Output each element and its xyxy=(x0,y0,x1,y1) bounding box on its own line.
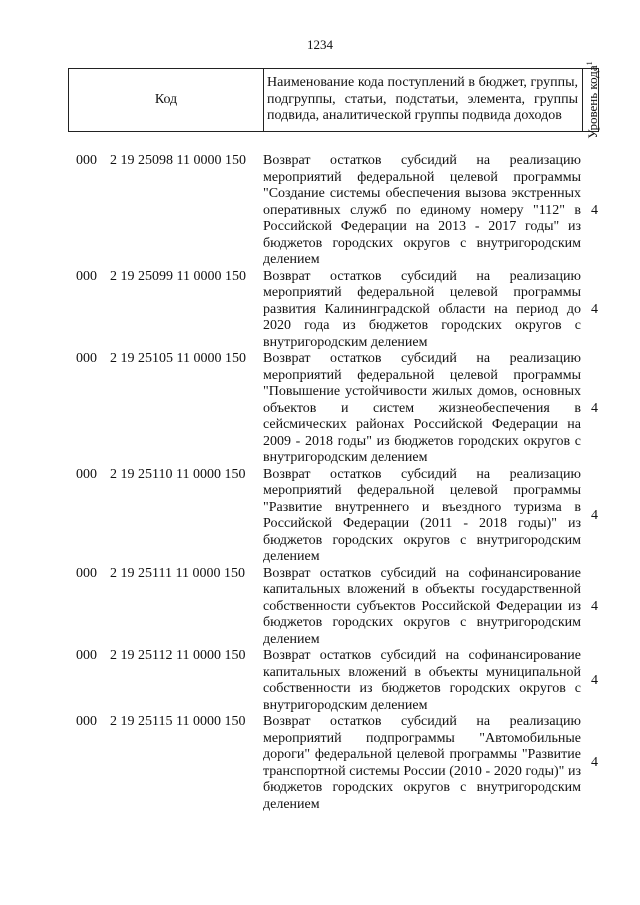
header-name-label xyxy=(264,69,583,131)
row-code-level: 4 xyxy=(591,755,598,771)
row-prefix-code: 000 xyxy=(76,153,97,168)
header-level-footnote: 1 xyxy=(584,61,594,66)
table-row xyxy=(68,153,608,269)
row-description: Возврат остатков субсидий на реализацию мероприятий федеральной целевой программы развития Калининградской области на период до 2020 года из бюджетов городских округов с внутригородским делением xyxy=(263,268,581,350)
row-prefix-code: 000 xyxy=(76,466,97,482)
row-description: Возврат остатков субсидий на софинансирование капитальных вложений в объекты муниципальной собственности из бюджетов городских округов с внутригородским делением xyxy=(263,648,581,713)
row-prefix-code: 000 xyxy=(76,351,97,366)
row-revenue-code: 2 19 25111 11 0000 150 xyxy=(110,565,245,581)
table-row xyxy=(68,714,608,813)
header-level-label xyxy=(582,61,598,138)
row-revenue-code: 2 19 25098 11 0000 150 xyxy=(110,153,246,168)
row-description: Возврат остатков субсидий на софинансирование капитальных вложений в объекты государственной собственности субъектов Российской Федерации из бюджетов городских округов с внутригородским делением xyxy=(263,565,581,647)
row-code-level: 4 xyxy=(591,598,598,614)
row-description: Возврат остатков субсидий на реализацию мероприятий федеральной целевой программы "Создание системы обеспечения вызова экстренных оперативных служб по единому номеру "112" в Российской Федерации на 2013 - 2017 годы" из бюджетов городских округов с внутригородским делением xyxy=(263,153,581,267)
row-revenue-code: 2 19 25099 11 0000 150 xyxy=(110,268,246,284)
table-row xyxy=(68,269,608,352)
table-header xyxy=(68,61,600,139)
header-level-cell xyxy=(583,61,600,139)
row-code-level: 4 xyxy=(591,202,598,218)
table-row xyxy=(68,467,608,566)
row-prefix-code: 000 xyxy=(76,714,97,729)
row-description: Возврат остатков субсидий на реализацию мероприятий федеральной целевой программы "Повышение устойчивости жилых домов, основных объектов и систем жизнеобеспечения в сейсмических районах Российской Федерации на 2009 - 2018 годы" из бюджетов городских округов с внутригородским делением xyxy=(263,351,581,465)
row-code-level: 4 xyxy=(591,507,598,523)
row-prefix-code: 000 xyxy=(76,268,97,284)
row-description: Возврат остатков субсидий на реализацию мероприятий федеральной целевой программы "Развитие внутреннего и въездного туризма в Российской Федерации (2011 - 2018 годы)" из бюджетов городских округов с внутригородским делением xyxy=(263,466,581,564)
row-description: Возврат остатков субсидий на реализацию мероприятий подпрограммы "Автомобильные дороги" федеральной целевой программы "Развитие транспортной системы России (2010 - 2020 годы)" из бюджетов городских округов с внутригородским делением xyxy=(263,714,581,812)
header-name-text: Наименование кода поступлений в бюджет, группы, подгруппы, статьи, подстатьи, элемента, группы подвида, аналитической группы подвида доходов xyxy=(267,75,578,124)
row-revenue-code: 2 19 25112 11 0000 150 xyxy=(110,648,246,663)
row-code-level: 4 xyxy=(591,672,598,688)
row-code-level: 4 xyxy=(591,400,598,416)
row-revenue-code: 2 19 25110 11 0000 150 xyxy=(110,466,246,482)
row-prefix-code: 000 xyxy=(76,648,97,663)
row-code-level: 4 xyxy=(591,301,598,317)
row-revenue-code: 2 19 25115 11 0000 150 xyxy=(110,714,246,729)
page-number: 1234 xyxy=(307,37,333,52)
header-code-label: Код xyxy=(69,69,264,131)
table-row xyxy=(68,351,608,467)
row-revenue-code: 2 19 25105 11 0000 150 xyxy=(110,351,246,366)
row-prefix-code: 000 xyxy=(76,565,97,581)
header-level-text: Уровень кода xyxy=(584,65,600,139)
revenue-code-list xyxy=(68,153,608,813)
table-row xyxy=(68,648,608,714)
table-row xyxy=(68,566,608,649)
